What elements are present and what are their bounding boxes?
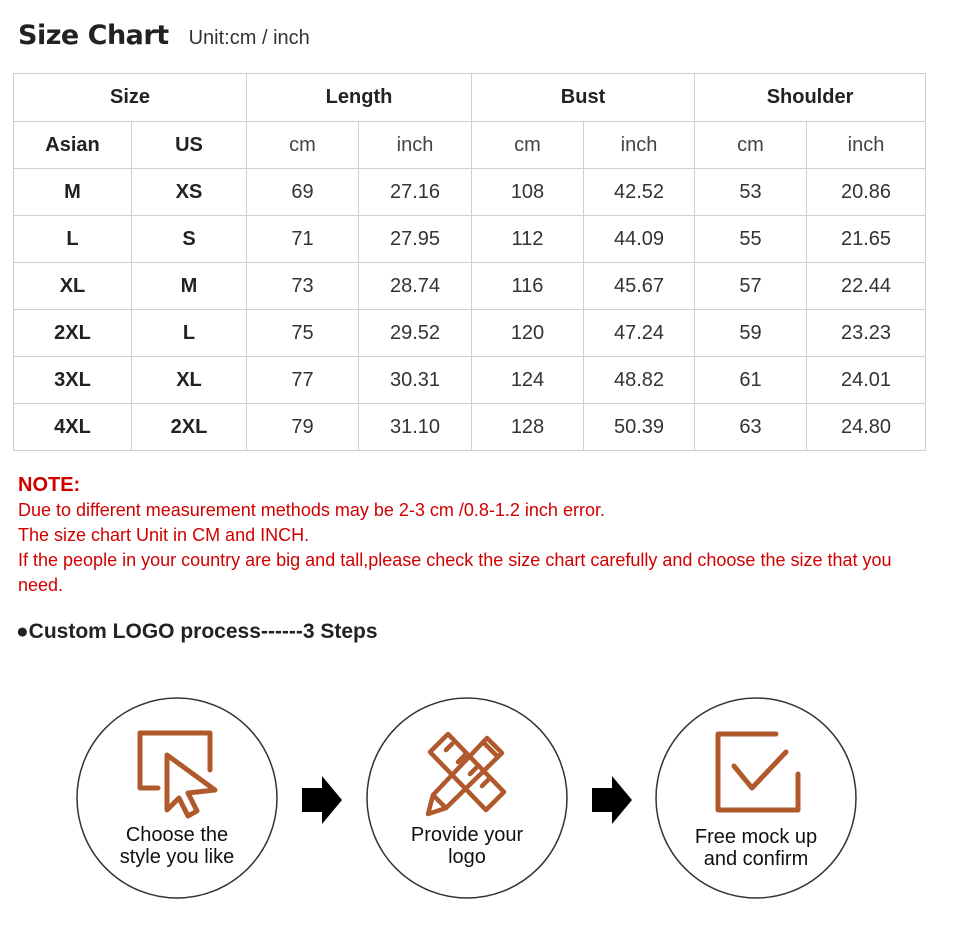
header-size: Size: [14, 74, 247, 122]
cell-bust-cm: 128: [472, 404, 584, 451]
note-line-unit: The size chart Unit in CM and INCH.: [18, 525, 310, 545]
note-section: [18, 472, 918, 598]
cell-bust-inch: 47.24: [584, 310, 695, 357]
cell-asian-size: 3XL: [14, 357, 132, 404]
cell-length-inch: 30.31: [359, 357, 472, 404]
cell-bust-cm: 112: [472, 216, 584, 263]
steps-graphic: [0, 680, 960, 920]
cell-length-inch: 31.10: [359, 404, 472, 451]
header-shoulder: Shoulder: [695, 74, 926, 122]
cell-bust-inch: 50.39: [584, 404, 695, 451]
table-row: [14, 310, 926, 357]
subheader-shoulder-inch: inch: [807, 122, 926, 169]
table-row: [14, 404, 926, 451]
step-2-label-line1: Provide your: [410, 824, 524, 846]
cell-length-cm: 79: [247, 404, 359, 451]
cell-bust-inch: 42.52: [584, 169, 695, 216]
cell-bust-inch: 44.09: [584, 216, 695, 263]
arrow-right-icon: [302, 776, 342, 824]
cell-bust-cm: 108: [472, 169, 584, 216]
step-2-label-line2: logo: [448, 846, 486, 868]
step-2-label: [367, 824, 567, 868]
note-title: NOTE:: [18, 474, 81, 496]
cell-length-cm: 73: [247, 263, 359, 310]
cell-length-cm: 71: [247, 216, 359, 263]
cell-bust-cm: 120: [472, 310, 584, 357]
step-1-label-line2: style you like: [119, 846, 235, 868]
table-sub-header-row: [14, 122, 926, 169]
cell-length-inch: 27.16: [359, 169, 472, 216]
subheader-shoulder-cm: cm: [695, 122, 807, 169]
cell-asian-size: L: [14, 216, 132, 263]
cell-shoulder-inch: 20.86: [807, 169, 926, 216]
arrow-right-icon: [592, 776, 632, 824]
cell-asian-size: 4XL: [14, 404, 132, 451]
note-line-advice: If the people in your country are big and tall,please check the size chart carefully and choose the size that you need.: [18, 550, 892, 595]
step-3-label: [656, 826, 856, 870]
cell-shoulder-inch: 24.80: [807, 404, 926, 451]
subheader-us: US: [132, 122, 247, 169]
step-3-label-line1: Free mock up: [694, 826, 818, 848]
cell-length-inch: 29.52: [359, 310, 472, 357]
table-group-header-row: [14, 74, 926, 122]
cell-shoulder-cm: 55: [695, 216, 807, 263]
cell-shoulder-inch: 22.44: [807, 263, 926, 310]
step-1-label-line1: Choose the: [125, 824, 229, 846]
table-row: [14, 263, 926, 310]
unit-label: Unit:cm / inch: [188, 27, 310, 49]
cell-bust-inch: 48.82: [584, 357, 695, 404]
step-circle-2: [367, 698, 567, 898]
subheader-bust-cm: cm: [472, 122, 584, 169]
cell-shoulder-cm: 63: [695, 404, 807, 451]
size-chart-header: [18, 20, 310, 51]
table-row: [14, 357, 926, 404]
cell-shoulder-cm: 53: [695, 169, 807, 216]
cell-asian-size: 2XL: [14, 310, 132, 357]
header-length: Length: [247, 74, 472, 122]
cell-us-size: S: [132, 216, 247, 263]
cell-us-size: XS: [132, 169, 247, 216]
cell-us-size: XL: [132, 357, 247, 404]
cell-bust-inch: 45.67: [584, 263, 695, 310]
cell-shoulder-cm: 61: [695, 357, 807, 404]
process-title: ●Custom LOGO process------3 Steps: [16, 620, 378, 643]
cell-length-cm: 69: [247, 169, 359, 216]
table-row: [14, 216, 926, 263]
cell-shoulder-cm: 57: [695, 263, 807, 310]
cell-shoulder-inch: 23.23: [807, 310, 926, 357]
cell-bust-cm: 116: [472, 263, 584, 310]
subheader-asian: Asian: [14, 122, 132, 169]
cell-us-size: L: [132, 310, 247, 357]
subheader-length-cm: cm: [247, 122, 359, 169]
cell-shoulder-inch: 21.65: [807, 216, 926, 263]
step-3-label-line2: and confirm: [703, 848, 809, 870]
table-row: [14, 169, 926, 216]
cell-length-cm: 75: [247, 310, 359, 357]
header-bust: Bust: [472, 74, 695, 122]
cell-us-size: M: [132, 263, 247, 310]
cell-bust-cm: 124: [472, 357, 584, 404]
note-line-measurement: Due to different measurement methods may be 2-3 cm /0.8-1.2 inch error.: [18, 500, 605, 520]
cell-length-cm: 77: [247, 357, 359, 404]
cell-shoulder-cm: 59: [695, 310, 807, 357]
page-title: Size Chart: [18, 20, 169, 51]
cell-length-inch: 28.74: [359, 263, 472, 310]
cell-us-size: 2XL: [132, 404, 247, 451]
subheader-length-inch: inch: [359, 122, 472, 169]
cell-asian-size: XL: [14, 263, 132, 310]
cell-length-inch: 27.95: [359, 216, 472, 263]
cell-asian-size: M: [14, 169, 132, 216]
size-table: [13, 73, 926, 451]
subheader-bust-inch: inch: [584, 122, 695, 169]
step-1-label: [77, 824, 277, 868]
cell-shoulder-inch: 24.01: [807, 357, 926, 404]
